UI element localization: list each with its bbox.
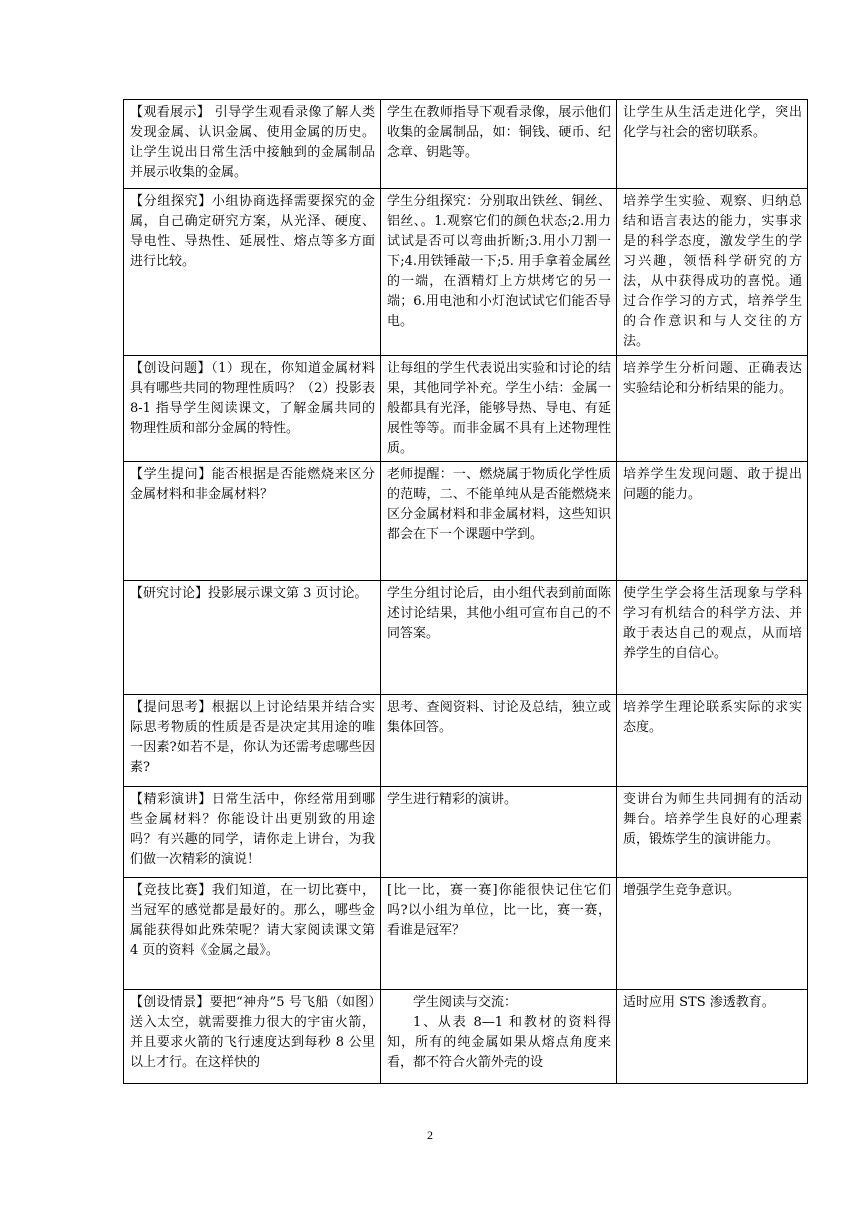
activity-text: 【创设情景】要把“神舟”5 号飞船（如图）送入太空，就需要推力很大的宇宙火箭，并且要求火箭的飞行速度达到每秒 8 公里以上才行。在这样快的: [130, 995, 375, 1070]
activity-cell: [124, 990, 381, 1084]
intent-cell: 培养学生实验、观察、归纳总结和语言表达的能力，实事求是的科学态度，激发学生的学习兴趣，领悟科学研究的方法，从中获得成功的喜悦。通过合作学习的方式，培养学生的合作意识和与人交往的方法。: [617, 189, 808, 356]
activity-cell: 【研究讨论】投影展示课文第 3 页讨论。: [124, 581, 381, 695]
table-row: [124, 787, 808, 878]
activity-cell: 【提问思考】根据以上讨论结果并结合实际思考物质的性质是否是决定其用途的唯一因素?如若不是，你认为还需考虑哪些因素?: [124, 695, 381, 787]
intent-cell: 培养学生发现问题、敢于提出问题的能力。: [617, 462, 808, 581]
table-row: [124, 990, 808, 1084]
intent-cell: 使学生学会将生活现象与学科学习有机结合的科学方法、并敢于表达自己的观点，从而培养学生的自信心。: [617, 581, 808, 695]
student-cell: 学生分组讨论后，由小组代表到前面陈述讨论结果，其他小组可宣布自己的不同答案。: [381, 581, 617, 695]
intent-cell: 变讲台为师生共同拥有的活动舞台。培养学生良好的心理素质，锻炼学生的演讲能力。: [617, 787, 808, 878]
table-row: [124, 100, 808, 189]
table-row: [124, 189, 808, 356]
table-row: [124, 581, 808, 695]
student-cell: 学生进行精彩的演讲。: [381, 787, 617, 878]
table-row: [124, 462, 808, 581]
student-cell: [比一比，赛一赛]你能很快记住它们吗?以小组为单位，比一比，赛一赛，看谁是冠军？: [381, 878, 617, 990]
activity-cell: 【竞技比赛】我们知道，在一切比赛中，当冠军的感觉都是最好的。那么，哪些金属能获得如此殊荣呢？请大家阅读课文第 4 页的资料《金属之最》。: [124, 878, 381, 990]
activity-cell: 【学生提问】能否根据是否能燃烧来区分金属材料和非金属材料？: [124, 462, 381, 581]
intent-cell: 适时应用 STS 渗透教育。: [617, 990, 808, 1084]
table-row: [124, 878, 808, 990]
student-cell: 思考、查阅资料、讨论及总结，独立或集体回答。: [381, 695, 617, 787]
student-cell: 学生分组探究：分别取出铁丝、铜丝、铝丝、。1.观察它们的颜色状态;2.用力试试是否可以弯曲折断;3.用小刀割一下;4.用铁锤敲一下;5. 用手拿着金属丝的一端，在酒精灯上方烘烤它的另一端；6.用电池和小灯泡试试它们能否导电。: [381, 189, 617, 356]
student-cell: [381, 990, 617, 1084]
table-row: [124, 695, 808, 787]
activity-cell: 【创设问题】（1）现在，你知道金属材料具有哪些共同的物理性质吗？（2）投影表 8-1 指导学生阅读课文，了解金属共同的物理性质和部分金属的特性。: [124, 356, 381, 462]
table-row: [124, 356, 808, 462]
page-number: 2: [427, 1128, 433, 1142]
lesson-plan-table: [123, 99, 808, 1084]
student-line: 学生阅读与交流：: [413, 995, 518, 1010]
student-cell: 老师提醒：一、燃烧属于物质化学性质的范畴，二、不能单纯从是否能燃烧来区分金属材料和非金属材料，这些知识都会在下一个课题中学到。: [381, 462, 617, 581]
activity-cell: 【精彩演讲】日常生活中，你经常用到哪些金属材料？你能设计出更别致的用途吗？有兴趣的同学，请你走上讲台，为我们做一次精彩的演说！: [124, 787, 381, 878]
student-cell: 让每组的学生代表说出实验和讨论的结果，其他同学补充。学生小结：金属一般都具有光泽，能够导热、导电、有延展性等等。而非金属不具有上述物理性质。: [381, 356, 617, 462]
activity-cell: 【观看展示】 引导学生观看录像了解人类发现金属、认识金属、使用金属的历史。让学生说出日常生活中接触到的金属制品并展示收集的金属。: [124, 100, 381, 189]
activity-cell: 【分组探究】小组协商选择需要探究的金属，自己确定研究方案，从光泽、硬度、导电性、导热性、延展性、熔点等多方面进行比较。: [124, 189, 381, 356]
student-cell: 学生在教师指导下观看录像，展示他们收集的金属制品，如：铜钱、硬币、纪念章、钥匙等。: [381, 100, 617, 189]
intent-cell: 增强学生竞争意识。: [617, 878, 808, 990]
student-line: 1、从表 8—1 和教材的资料得知，所有的纯金属如果从熔点角度来看，都不符合火箭外壳的设: [387, 1015, 611, 1070]
intent-cell: 培养学生理论联系实际的求实态度。: [617, 695, 808, 787]
intent-cell: 让学生从生活走进化学，突出化学与社会的密切联系。: [617, 100, 808, 189]
intent-cell: 培养学生分析问题、正确表达实验结论和分析结果的能力。: [617, 356, 808, 462]
student-text: [387, 993, 611, 1081]
